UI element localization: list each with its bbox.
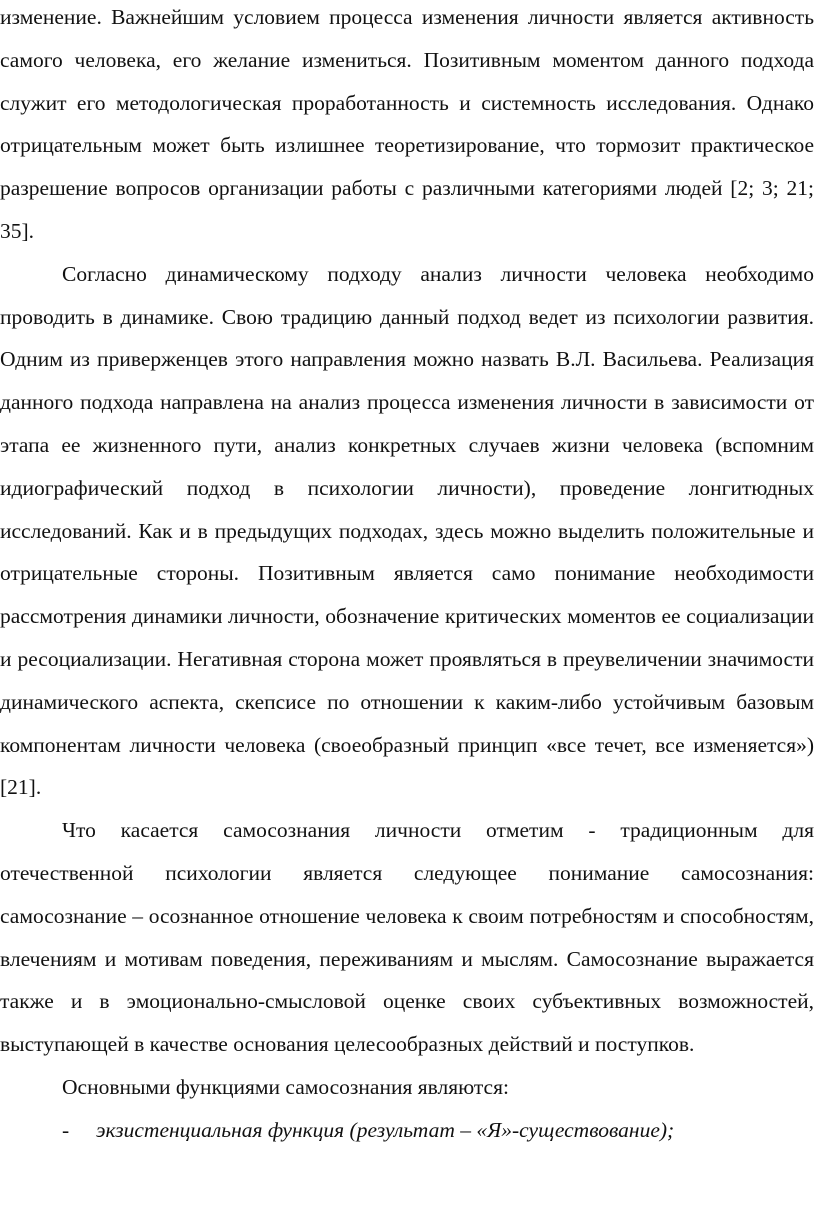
paragraph-functions-intro: Основными функциями самосознания являются: [62, 1074, 509, 1099]
list-item [0, 1109, 814, 1152]
paragraph-dynamic-approach: Согласно динамическому подходу анализ личности человека необходимо проводить в динамике. Свою традицию данный подход ведет из психологии развития. Одним из приверженцев этого направления можно назвать В.Л. Васильева. Реализация данного подхода направлена на анализ процесса изменения личности в зависимости от этапа ее жизненного пути, анализ конкретных случаев жизни человека (вспомним идиографический подход в психологии личности), проведение лонгитюдных исследований. Как и в предыдущих подходах, здесь можно выделить положительные и отрицательные стороны. Позитивным является само понимание необходимости рассмотрения динамики личности, обозначение критических моментов ее социализации и ресоциализации. Негативная сторона может проявляться в преувеличении значимости динамического аспекта, скепсисе по отношении к каким-либо устойчивым базовым компонентам личности человека (своеобразный принцип «все течет, все изменяется») [21]. [0, 261, 814, 800]
list-dash: - [62, 1117, 70, 1142]
paragraph-continuation: изменение. Важнейшим условием процесса изменения личности является активность самого человека, его желание измениться. Позитивным моментом данного подхода служит его методологическая проработанность и системность исследования. Однако отрицательным может быть излишнее теоретизирование, что тормозит практическое разрешение вопросов организации работы с различными категориями людей [2; 3; 21; 35]. [0, 5, 814, 243]
list-item-text: экзистенциальная функция (результат – «Я»-существование); [96, 1117, 675, 1142]
paragraph-self-consciousness: Что касается самосознания личности отметим - традиционным для отечественной психологии является следующее понимание самосознания: самосознание – осознанное отношение человека к своим потребностям и способностям, влечениям и мотивам поведения, переживаниям и мыслям. Самосознание выражается также и в эмоционально-смысловой оценке своих субъективных возможностей, выступающей в качестве основания целесообразных действий и поступков. [0, 818, 814, 1057]
